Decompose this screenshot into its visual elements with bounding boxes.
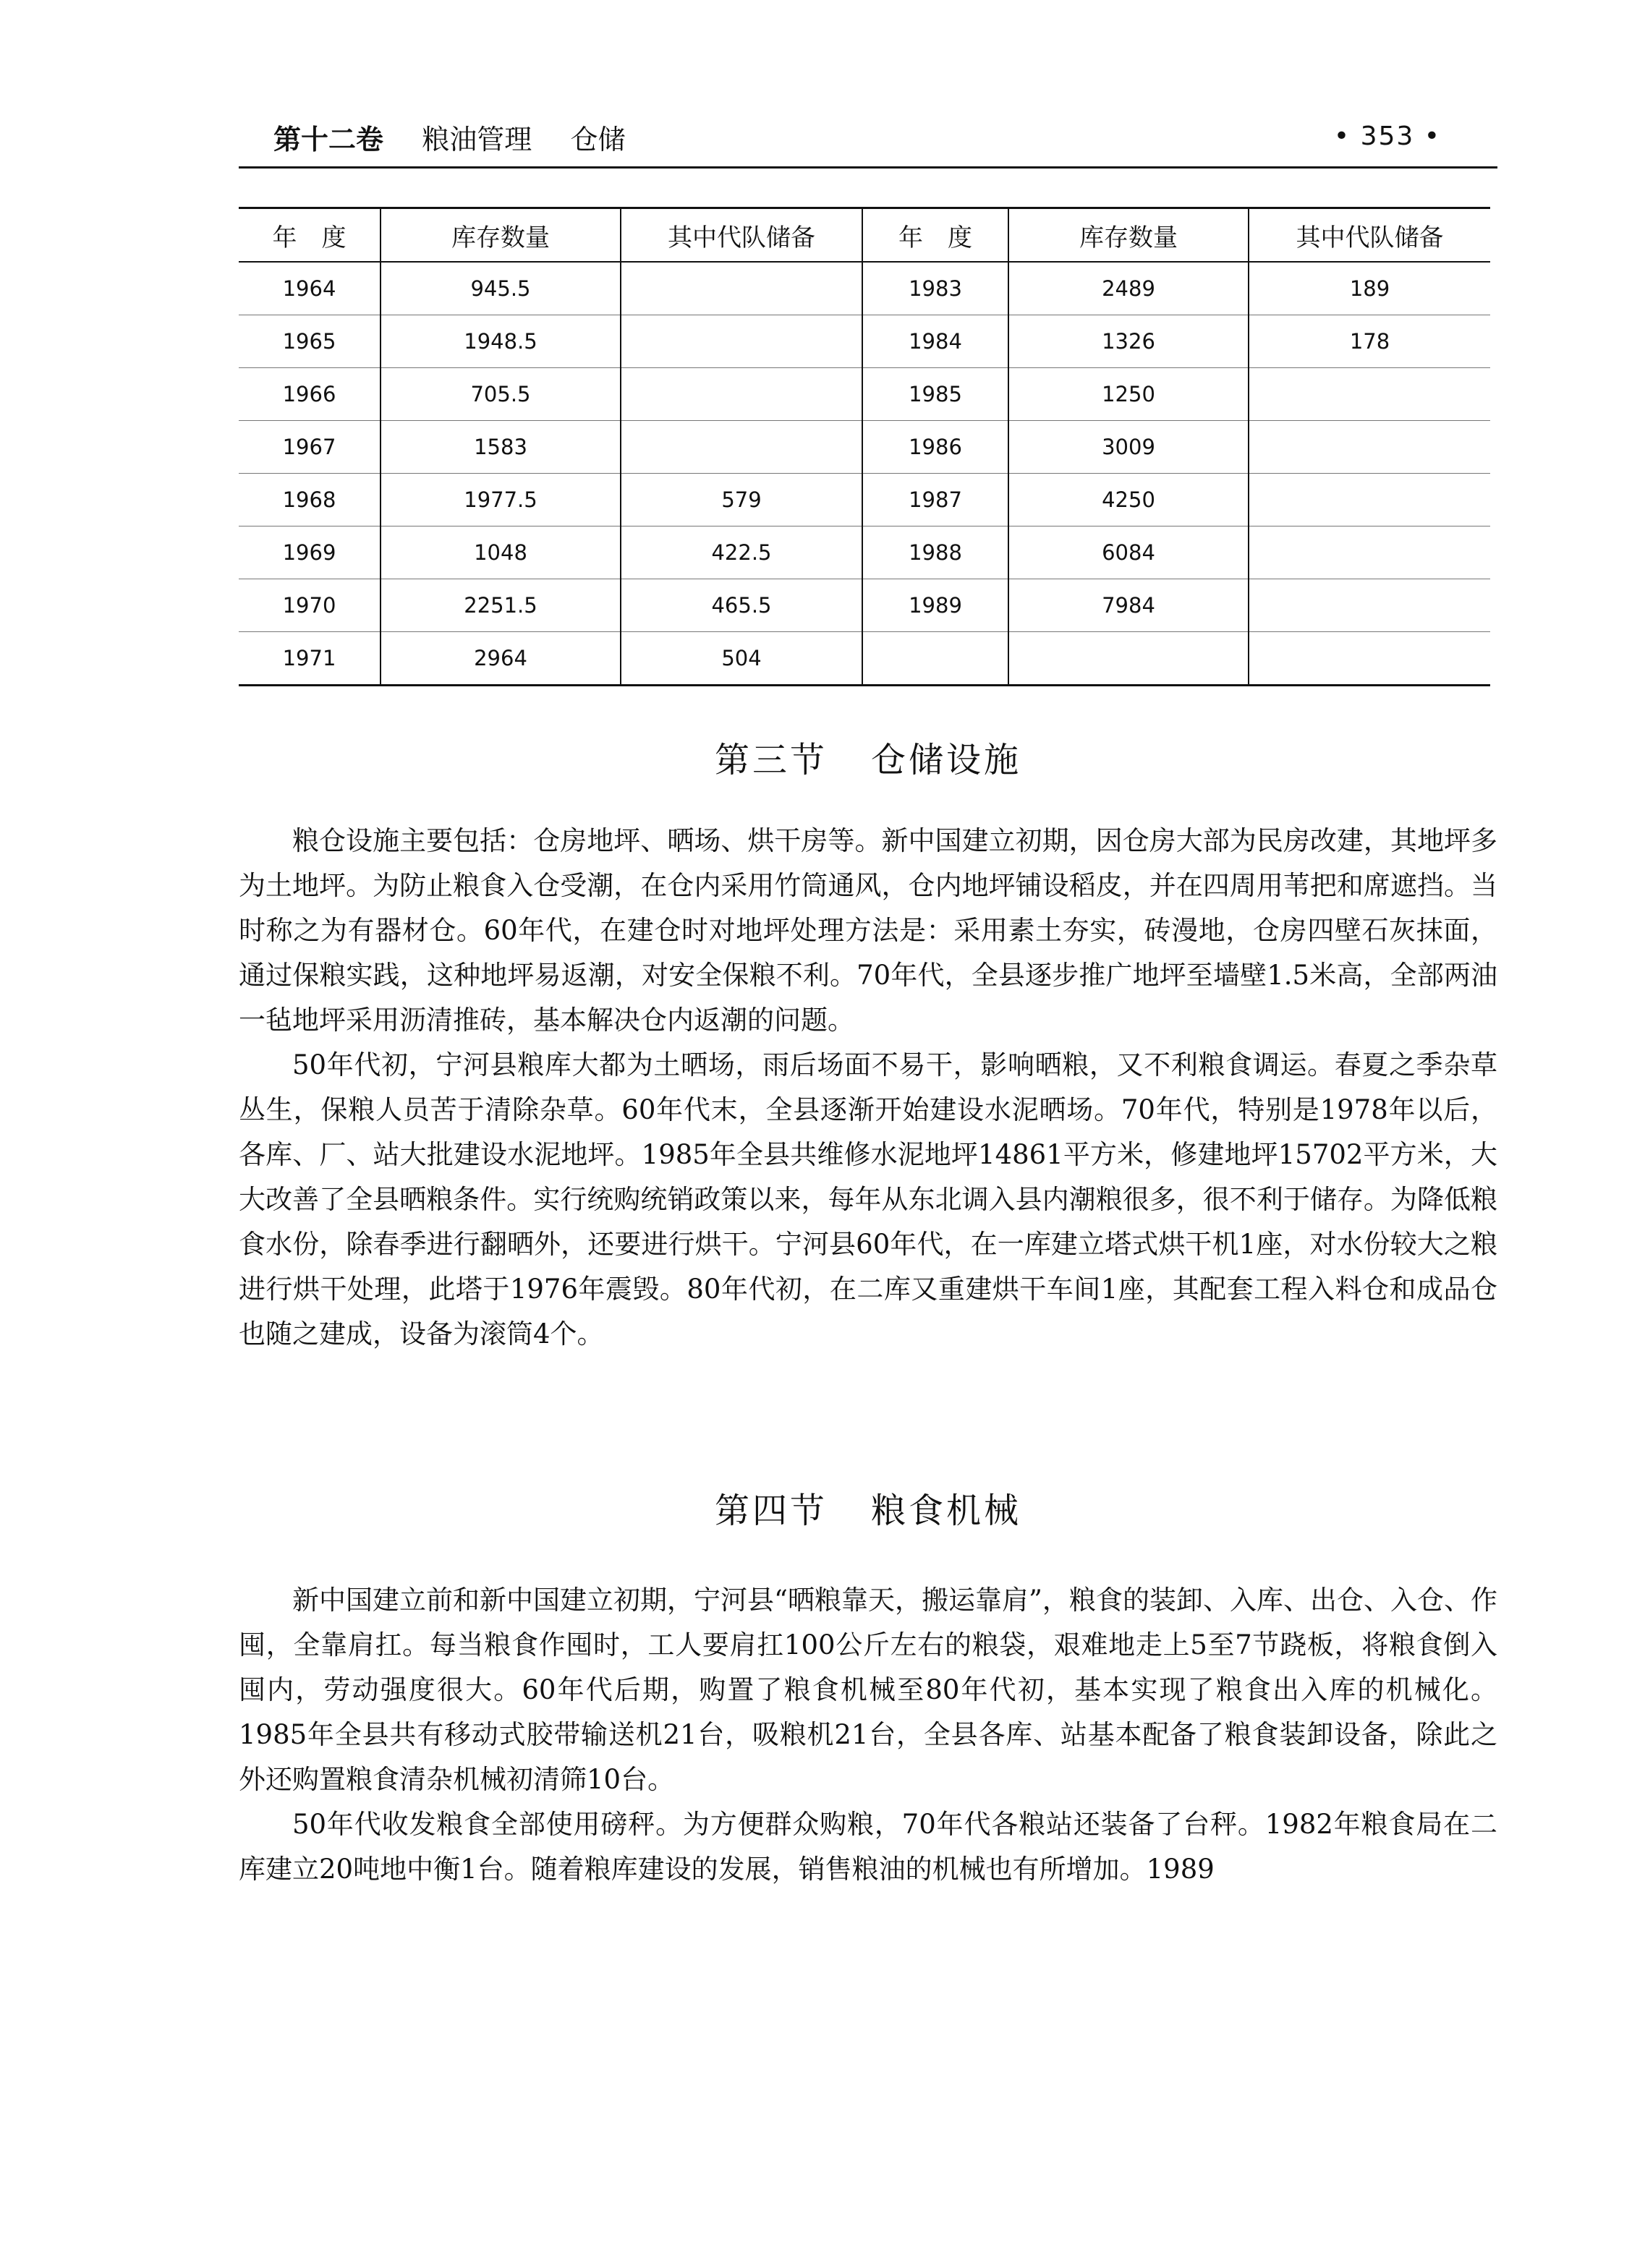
table-cell — [621, 262, 862, 315]
table-row — [239, 632, 1490, 686]
table-cell: 1988 — [862, 526, 1008, 579]
volume-label: 第十二卷 — [273, 124, 384, 155]
table-cell — [1249, 632, 1490, 686]
table-cell — [1249, 526, 1490, 579]
table-cell: 1989 — [862, 579, 1008, 632]
table-cell: 1966 — [239, 368, 381, 421]
storage-table — [239, 207, 1490, 686]
header-title — [273, 117, 655, 157]
table-cell — [621, 421, 862, 474]
section-4-title: 粮食机械 — [871, 1491, 1022, 1531]
table-cell: 1987 — [862, 474, 1008, 526]
table-cell: 3009 — [1008, 421, 1249, 474]
table-cell: 1326 — [1008, 315, 1249, 368]
table-cell: 465.5 — [621, 579, 862, 632]
section-4-heading — [239, 1483, 1497, 1532]
table-row — [239, 474, 1490, 526]
column-header: 库存数量 — [1008, 208, 1249, 263]
table-row — [239, 368, 1490, 421]
table-row — [239, 262, 1490, 315]
table-cell: 1250 — [1008, 368, 1249, 421]
table-cell: 1985 — [862, 368, 1008, 421]
table-cell: 2964 — [381, 632, 621, 686]
header-divider — [239, 166, 1497, 169]
table-row — [239, 526, 1490, 579]
table-cell — [1249, 368, 1490, 421]
table-row — [239, 315, 1490, 368]
column-header: 其中代队储备 — [1249, 208, 1490, 263]
section-3-number: 第三节 — [714, 740, 828, 780]
table-cell: 422.5 — [621, 526, 862, 579]
section-4-body — [239, 1578, 1497, 1892]
table-cell: 4250 — [1008, 474, 1249, 526]
table-cell — [1249, 474, 1490, 526]
table-cell: 1971 — [239, 632, 381, 686]
table-cell: 1984 — [862, 315, 1008, 368]
table-cell: 945.5 — [381, 262, 621, 315]
paragraph: 50年代初，宁河县粮库大都为土晒场，雨后场面不易干，影响晒粮，又不利粮食调运。春夏之季杂草丛生，保粮人员苦于清除杂草。60年代末，全县逐渐开始建设水泥晒场。70年代，特别是1978年以后，各库、厂、站大批建设水泥地坪。1985年全县共维修水泥地坪14861平方米，修建地坪15702平方米，大大改善了全县晒粮条件。实行统购统销政策以来，每年从东北调入县内潮粮很多，很不利于储存。为降低粮食水份，除春季进行翻晒外，还要进行烘干。宁河县60年代，在一库建立塔式烘干机1座，对水份较大之粮进行烘干处理，此塔于1976年震毁。80年代初，在二库又重建烘干车间1座，其配套工程入料仓和成品仓也随之建成，设备为滚筒4个。 — [239, 1049, 1497, 1350]
table-cell: 1986 — [862, 421, 1008, 474]
table-cell: 7984 — [1008, 579, 1249, 632]
section-label: 粮油管理 — [422, 124, 532, 155]
table-cell — [1249, 421, 1490, 474]
table-cell: 178 — [1249, 315, 1490, 368]
table-cell: 1968 — [239, 474, 381, 526]
table-cell: 1964 — [239, 262, 381, 315]
table-cell: 705.5 — [381, 368, 621, 421]
running-header — [239, 116, 1497, 166]
table-cell — [862, 632, 1008, 686]
column-header: 其中代队储备 — [621, 208, 862, 263]
section-3-heading — [239, 732, 1497, 782]
section-3-title: 仓储设施 — [871, 740, 1022, 780]
table-cell: 2251.5 — [381, 579, 621, 632]
column-header: 年 度 — [862, 208, 1008, 263]
table-cell: 1967 — [239, 421, 381, 474]
section-4-number: 第四节 — [714, 1491, 828, 1531]
table-cell: 504 — [621, 632, 862, 686]
table-row — [239, 421, 1490, 474]
table-cell: 6084 — [1008, 526, 1249, 579]
subsection-label: 仓储 — [570, 124, 626, 155]
table-cell: 1969 — [239, 526, 381, 579]
section-3-body — [239, 819, 1497, 1357]
table-cell — [621, 315, 862, 368]
table-cell — [621, 368, 862, 421]
table-cell: 1583 — [381, 421, 621, 474]
table-cell: 2489 — [1008, 262, 1249, 315]
table-cell: 189 — [1249, 262, 1490, 315]
table-cell: 1948.5 — [381, 315, 621, 368]
table-cell: 1977.5 — [381, 474, 621, 526]
table-row — [239, 579, 1490, 632]
table-cell — [1008, 632, 1249, 686]
paragraph: 新中国建立前和新中国建立初期，宁河县“晒粮靠天，搬运靠肩”，粮食的装卸、入库、出仓、入仓、作囤，全靠肩扛。每当粮食作囤时，工人要肩扛100公斤左右的粮袋，艰难地走上5至7节跷板，将粮食倒入囤内，劳动强度很大。60年代后期，购置了粮食机械至80年代初，基本实现了粮食出入库的机械化。1985年全县共有移动式胶带输送机21台，吸粮机21台，全县各库、站基本配备了粮食装卸设备，除此之外还购置粮食清杂机械初清筛10台。 — [239, 1585, 1497, 1795]
page-number: • 353 • — [1333, 122, 1441, 151]
table-cell — [1249, 579, 1490, 632]
paragraph: 50年代收发粮食全部使用磅秤。为方便群众购粮，70年代各粮站还装备了台秤。1982年粮食局在二库建立20吨地中衡1台。随着粮库建设的发展，销售粮油的机械也有所增加。1989 — [239, 1809, 1497, 1885]
paragraph: 粮仓设施主要包括：仓房地坪、晒场、烘干房等。新中国建立初期，因仓房大部为民房改建，其地坪多为土地坪。为防止粮食入仓受潮，在仓内采用竹筒通风，仓内地坪铺设稻皮，并在四周用苇把和席遮挡。当时称之为有器材仓。60年代，在建仓时对地坪处理方法是：采用素土夯实，砖漫地，仓房四壁石灰抹面，通过保粮实践，这种地坪易返潮，对安全保粮不利。70年代，全县逐步推广地坪至墙壁1.5米高，全部两油一毡地坪采用沥清推砖，基本解决仓内返潮的问题。 — [239, 825, 1497, 1036]
column-header: 年 度 — [239, 208, 381, 263]
table-cell: 1983 — [862, 262, 1008, 315]
table-cell: 1048 — [381, 526, 621, 579]
table-cell: 579 — [621, 474, 862, 526]
column-header: 库存数量 — [381, 208, 621, 263]
table-cell: 1970 — [239, 579, 381, 632]
table-header-row — [239, 208, 1490, 263]
table-cell: 1965 — [239, 315, 381, 368]
